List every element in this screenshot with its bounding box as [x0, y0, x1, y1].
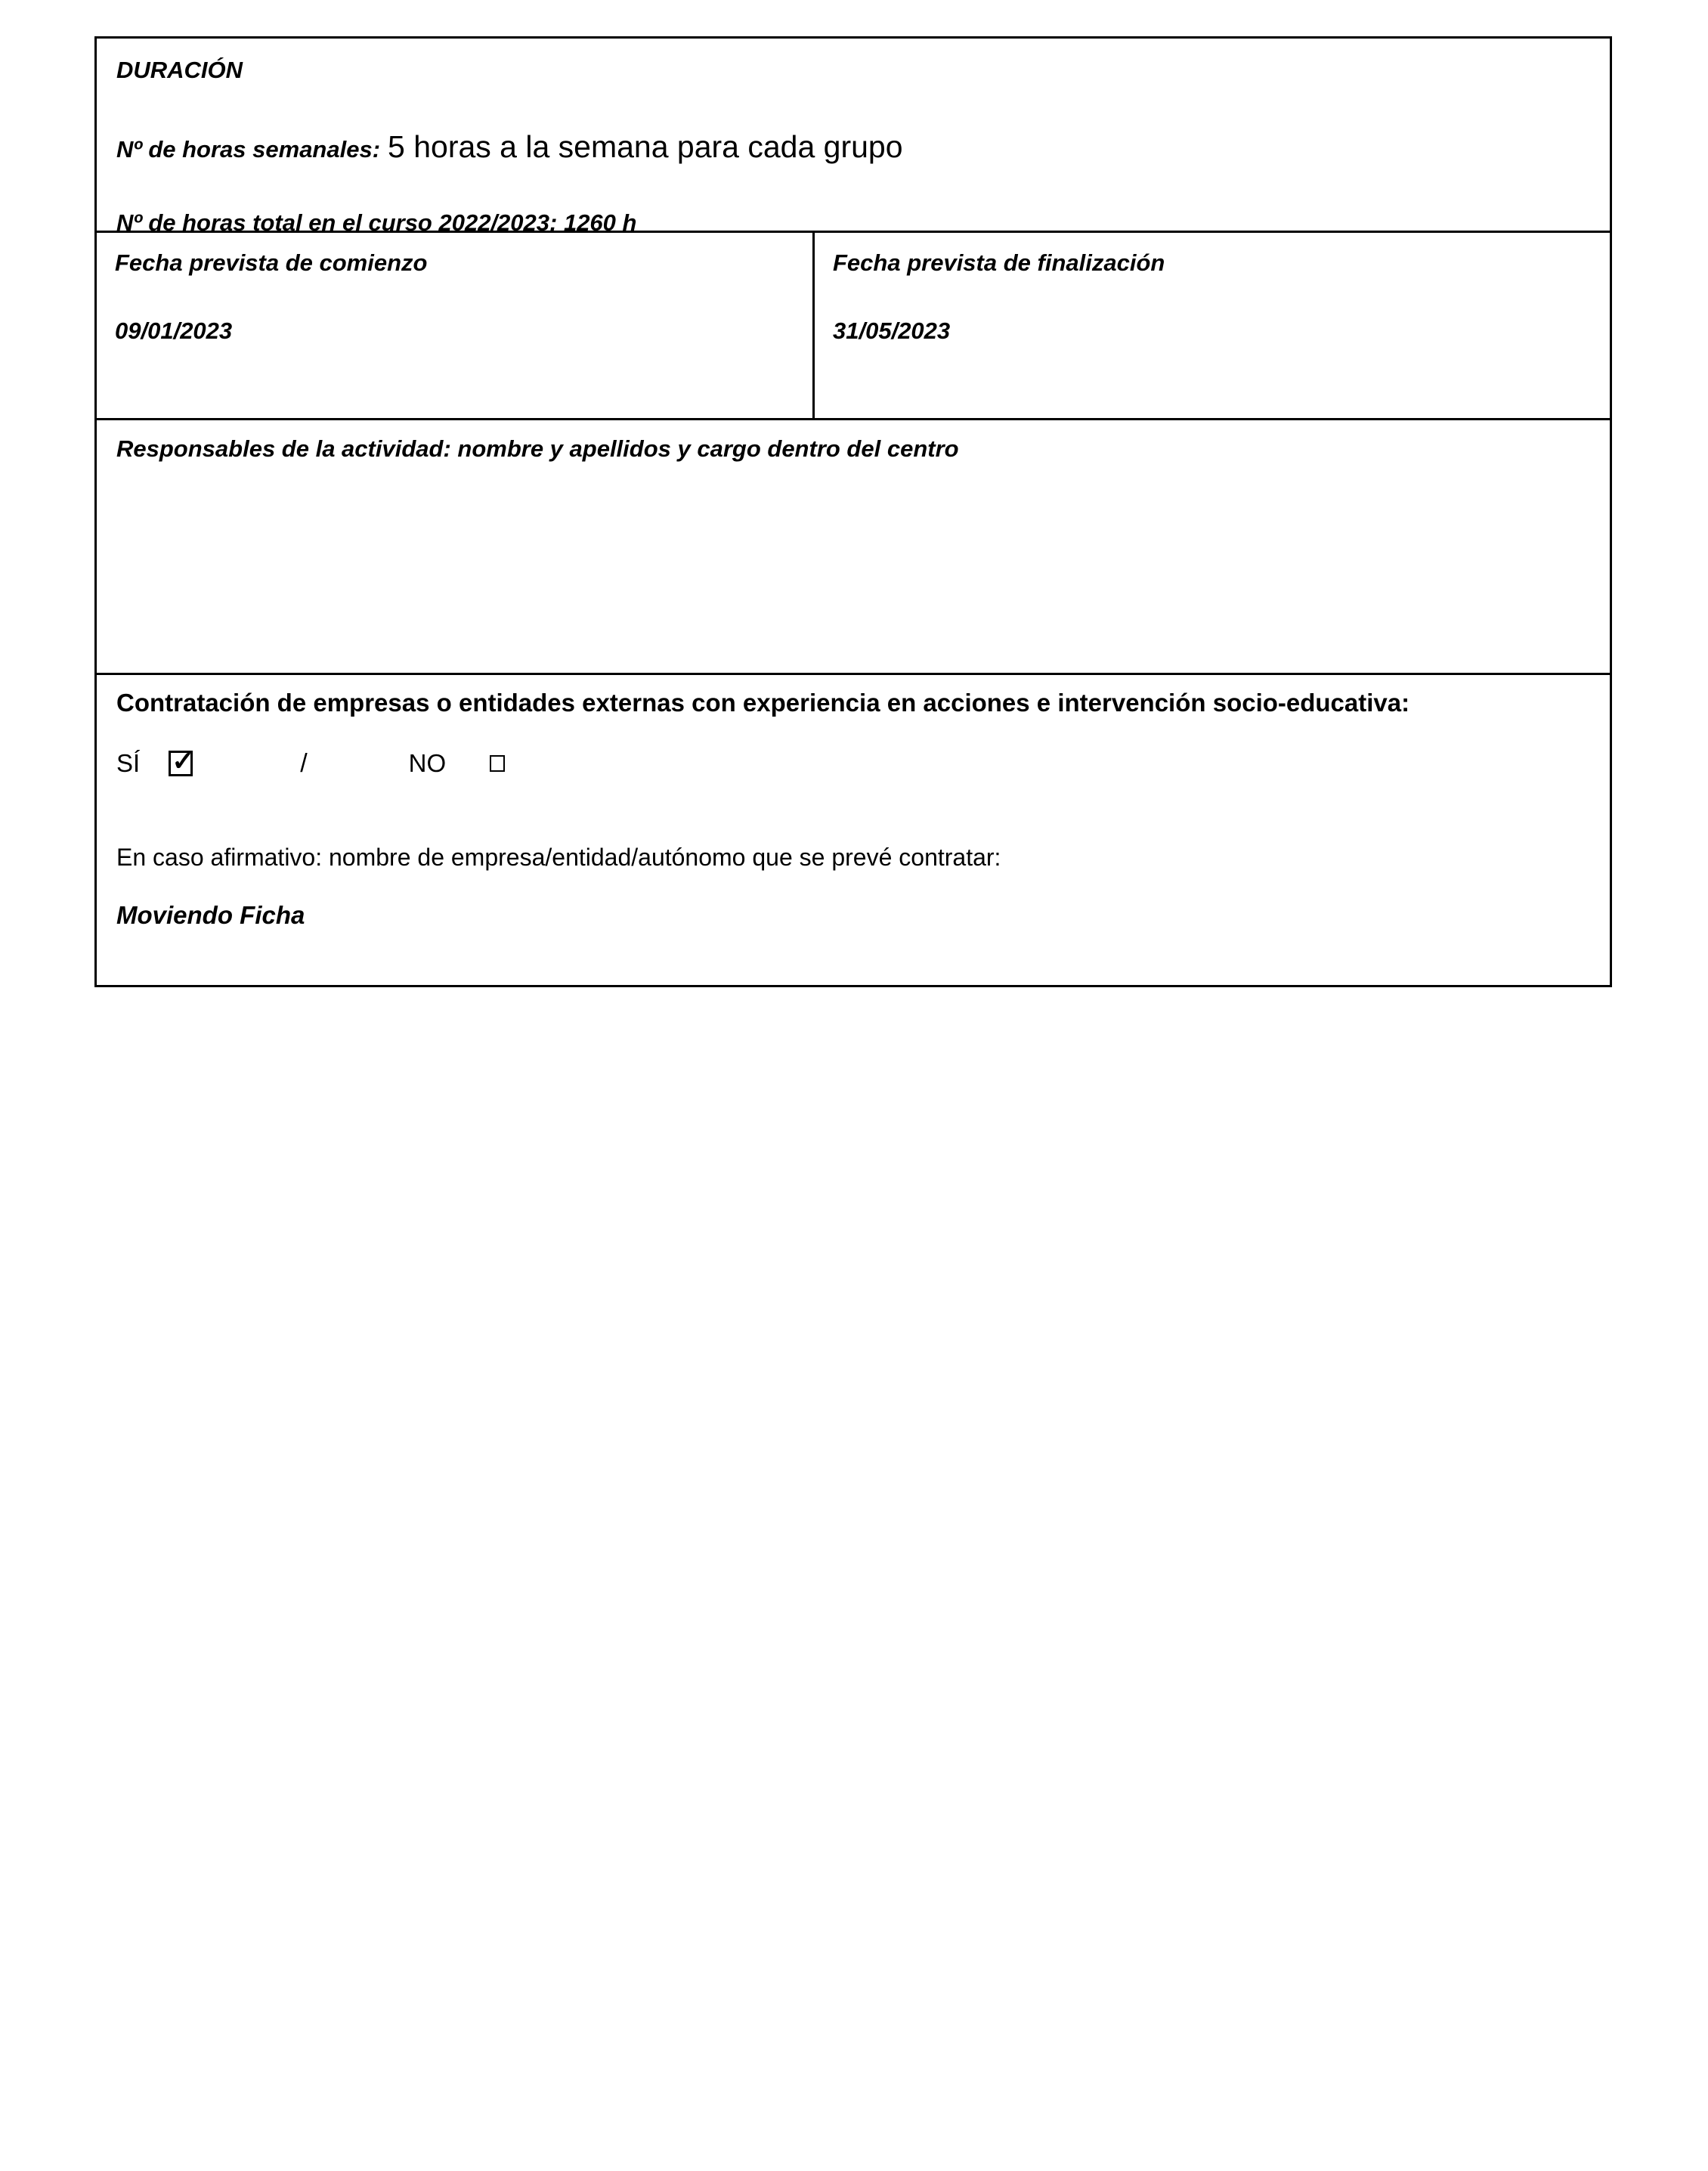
responsables-label: Responsables de la actividad: nombre y apellidos y cargo dentro del centro — [116, 435, 959, 462]
duration-section — [97, 39, 1610, 236]
company-name: Moviendo Ficha — [116, 901, 305, 929]
no-label: NO — [408, 749, 447, 777]
yes-no-separator: / — [300, 748, 308, 778]
duration-title: DURACIÓN — [116, 57, 243, 83]
affirmative-prompt: En caso afirmativo: nombre de empresa/entidad/autónomo que se prevé contratar: — [116, 844, 1001, 871]
total-hours-line: Nº de horas total en el curso 2022/2023: 1260 h — [116, 209, 637, 236]
duration-form-table — [94, 36, 1612, 987]
yes-label: SÍ — [116, 749, 141, 777]
contracting-heading: Contratación de empresas o entidades externas con experiencia en acciones e intervención socio-educativa: — [116, 689, 1410, 717]
contracting-section — [97, 675, 1610, 985]
start-date-cell — [97, 233, 815, 418]
weekly-hours-label: Nº de horas semanales: — [116, 136, 381, 163]
start-date-label: Fecha prevista de comienzo — [115, 249, 428, 276]
weekly-hours-value: 5 horas a la semana para cada grupo — [388, 129, 903, 164]
responsables-section — [97, 420, 1610, 675]
yes-checkbox[interactable] — [169, 745, 195, 776]
yes-no-choice-row — [116, 746, 1590, 781]
check-icon: ✓ — [172, 745, 195, 776]
end-date-value: 31/05/2023 — [833, 317, 951, 344]
weekly-hours-line — [116, 128, 1590, 173]
no-checkbox[interactable] — [490, 755, 505, 772]
dates-section — [97, 233, 1610, 420]
end-date-cell — [815, 233, 1610, 418]
start-date-value: 09/01/2023 — [115, 317, 233, 344]
end-date-label: Fecha prevista de finalización — [833, 249, 1165, 276]
